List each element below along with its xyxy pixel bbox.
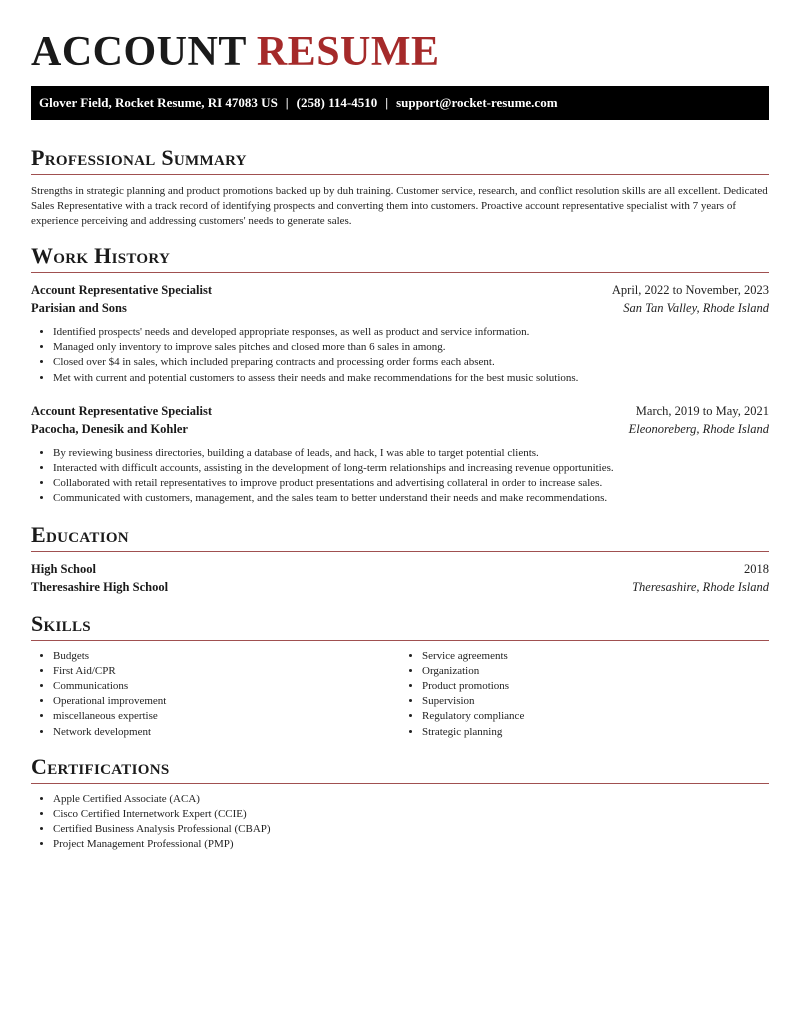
contact-separator: | [385,95,389,110]
title-first-word: ACCOUNT [31,29,247,75]
certifications-section [31,753,769,853]
list-item: • First Aid/CPR [53,664,400,679]
work-history-section [31,242,769,507]
list-item: • miscellaneous expertise [53,709,400,724]
job-dates: March, 2019 to May, 2021 [635,403,769,418]
job-location: Eleonoreberg, Rhode Island [628,421,769,436]
list-item: • Product promotions [422,679,769,694]
list-item: • Interacted with difficult accounts, assisting in the development of long-term relationships and increasing revenue opportunities. [53,461,769,476]
contact-phone: (258) 114-4510 [296,95,378,110]
skills-list-left [31,649,400,740]
education-heading: Education [31,521,769,552]
list-item: • Identified prospects' needs and developed appropriate responses, as well as product and service information. [53,325,769,340]
list-item: • Collaborated with retail representatives to improve product presentations and advertising collateral in order to increase sales. [53,476,769,491]
contact-separator: | [285,95,289,110]
list-item: • Managed only inventory to improve sales pitches and closed more than 6 sales in among. [53,340,769,355]
summary-heading: Professional Summary [31,144,769,175]
list-item: • Regulatory compliance [422,709,769,724]
list-item: • By reviewing business directories, building a database of leads, and hack, I was able to target potential clients. [53,446,769,461]
skills-columns [31,649,769,740]
summary-text: Strengths in strategic planning and product promotions backed up by duh training. Customer service, research, and conflict resolution skills are all excellent. Dedicated Sales Representative with a track record of identifying prospects and converting them into customers. Proactive account representative specialist with 7 years of experience perceiving and addressing customers' needs to generate sales. [31,185,768,227]
certifications-list [31,792,769,853]
contact-bar [31,86,769,120]
education-degree: High School [31,561,96,576]
contact-address: Glover Field, Rocket Resume, RI 47083 US [39,95,278,110]
title-second-word: RESUME [256,29,440,75]
list-item: • Organization [422,664,769,679]
list-item: • Supervision [422,694,769,709]
list-item: • Network development [53,725,400,740]
list-item: • Strategic planning [422,725,769,740]
skills-section [31,610,769,740]
summary-section [31,144,769,229]
education-location: Theresashire, Rhode Island [632,579,769,594]
job-entry [31,402,769,507]
list-item: • Communications [53,679,400,694]
skills-heading: Skills [31,610,769,641]
list-item: • Apple Certified Associate (ACA) [53,792,769,807]
contact-email[interactable]: support@rocket-resume.com [396,95,558,110]
certifications-heading: Certifications [31,753,769,784]
list-item: • Certified Business Analysis Professional (CBAP) [53,822,769,837]
job-bullets [31,325,769,386]
list-item: • Operational improvement [53,694,400,709]
education-school: Theresashire High School [31,579,169,594]
resume-title [31,26,769,78]
job-company: Pacocha, Denesik and Kohler [31,421,188,436]
list-item: • Closed over $4 in sales, which included preparing contracts and processing order forms each absent. [53,355,769,370]
list-item: • Met with current and potential customers to assess their needs and make recommendations for the best music solutions. [53,371,769,386]
job-title: Account Representative Specialist [31,403,212,418]
job-dates: April, 2022 to November, 2023 [611,283,769,297]
education-year: 2018 [744,561,769,576]
job-entry [31,281,769,386]
work-history-heading: Work History [31,242,769,273]
list-item: • Service agreements [422,649,769,664]
education-section [31,521,769,596]
skills-list-right [400,649,769,740]
job-location: San Tan Valley, Rhode Island [623,301,769,315]
list-item: • Cisco Certified Internetwork Expert (CCIE) [53,807,769,822]
resume-page [31,0,769,853]
job-company: Parisian and Sons [31,301,127,315]
list-item: • Budgets [53,649,400,664]
job-bullets [31,446,769,507]
list-item: • Project Management Professional (PMP) [53,837,769,852]
list-item: • Communicated with customers, management, and the sales team to better understand their needs and make recommendations. [53,491,769,506]
job-title: Account Representative Specialist [31,283,212,297]
